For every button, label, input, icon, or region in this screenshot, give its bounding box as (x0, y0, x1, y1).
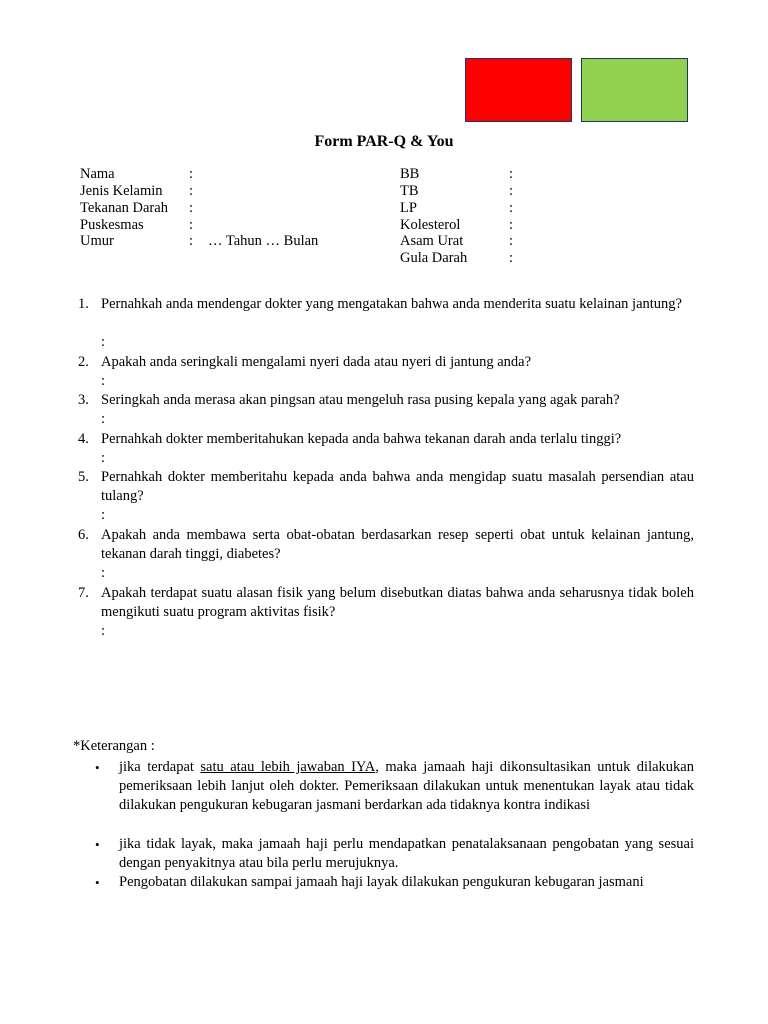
note-item-1 (95, 758, 695, 836)
question-1 (78, 295, 694, 353)
note-text: jika tidak layak, maka jamaah haji perlu mendapatkan penatalaksanaan pengobatan yang sesuai dengan penyakitnya atau bila perlu merujuknya. (119, 836, 694, 871)
note-text-post: , maka jamaah haji dikonsultasikan untuk dilakukan pemeriksaan lebih lanjut oleh dokter. Pemeriksaan dilakukan untuk menentukan layak atau tidak dilakukan pengukuran kebugaran jasmani berdarkan ada tidaknya kontra indikasi (119, 759, 694, 813)
question-text: Apakah terdapat suatu alasan fisik yang belum disebutkan diatas bahwa anda seharusnya tidak boleh mengikuti suatu program aktivitas fisik? (101, 585, 694, 620)
question-number: 2. (78, 354, 89, 370)
field-colon: : (189, 200, 194, 216)
note-item-2 (95, 835, 695, 873)
field-label: Asam Urat (400, 233, 464, 249)
question-number: 4. (78, 431, 89, 447)
field-label: Nama (80, 166, 115, 182)
question-number: 1. (78, 296, 89, 312)
question-3 (78, 391, 694, 429)
question-5 (78, 468, 694, 526)
question-number: 7. (78, 585, 89, 601)
note-text-underlined: satu atau lebih jawaban IYA (200, 759, 376, 775)
field-colon: : (509, 250, 514, 266)
question-answer: : (101, 373, 106, 389)
form-title: Form PAR-Q & You (314, 133, 454, 150)
field-label: Kolesterol (400, 217, 461, 233)
question-number: 6. (78, 527, 89, 543)
question-text: Seringkah anda merasa akan pingsan atau mengeluh rasa pusing kepala yang agak parah? (101, 392, 620, 408)
field-label: Puskesmas (80, 217, 144, 233)
question-answer: : (101, 565, 106, 581)
field-colon: : (189, 233, 194, 249)
question-answer: : (101, 450, 106, 466)
field-colon: : (509, 217, 514, 233)
question-4 (78, 430, 694, 468)
question-text: Pernahkah anda mendengar dokter yang mengatakan bahwa anda menderita suatu kelainan jantung? (101, 296, 682, 312)
question-answer: : (101, 507, 106, 523)
field-label: Tekanan Darah (80, 200, 168, 216)
question-text: Pernahkah dokter memberitahukan kepada anda bahwa tekanan darah anda terlalu tinggi? (101, 431, 622, 447)
question-text: Apakah anda membawa serta obat-obatan berdasarkan resep seperti obat untuk kelainan jantung, tekanan darah tinggi, diabetes? (101, 527, 694, 562)
field-colon: : (509, 166, 514, 182)
field-label: TB (400, 183, 419, 199)
field-colon: : (509, 183, 514, 199)
question-text: Pernahkah dokter memberitahu kepada anda bahwa anda mengidap suatu masalah persendian atau tulang? (101, 469, 694, 504)
field-colon: : (189, 183, 194, 199)
notes-title: *Keterangan : (73, 738, 155, 754)
note-item-3 (95, 873, 695, 892)
field-label: Gula Darah (400, 250, 468, 266)
red-color-box (465, 58, 572, 122)
question-7 (78, 584, 694, 642)
field-label: BB (400, 166, 420, 182)
question-number: 3. (78, 392, 89, 408)
question-6 (78, 526, 694, 584)
bullet-icon: • (95, 875, 100, 890)
umur-value: … Tahun … Bulan (208, 233, 319, 249)
bullet-icon: • (95, 837, 100, 852)
question-answer: : (101, 334, 106, 350)
question-answer: : (101, 623, 106, 639)
field-colon: : (509, 200, 514, 216)
field-label: LP (400, 200, 417, 216)
green-color-box (581, 58, 688, 122)
field-colon: : (509, 233, 514, 249)
field-label: Umur (80, 233, 114, 249)
question-2 (78, 353, 694, 391)
note-text (119, 758, 694, 815)
question-text: Apakah anda seringkali mengalami nyeri dada atau nyeri di jantung anda? (101, 354, 532, 370)
question-answer: : (101, 411, 106, 427)
bullet-icon: • (95, 760, 100, 775)
field-colon: : (189, 217, 194, 233)
field-colon: : (189, 166, 194, 182)
question-number: 5. (78, 469, 89, 485)
field-label: Jenis Kelamin (80, 183, 163, 199)
note-text: Pengobatan dilakukan sampai jamaah haji layak dilakukan pengukuran kebugaran jasmani (119, 874, 644, 890)
note-text-pre: jika terdapat (119, 759, 201, 775)
